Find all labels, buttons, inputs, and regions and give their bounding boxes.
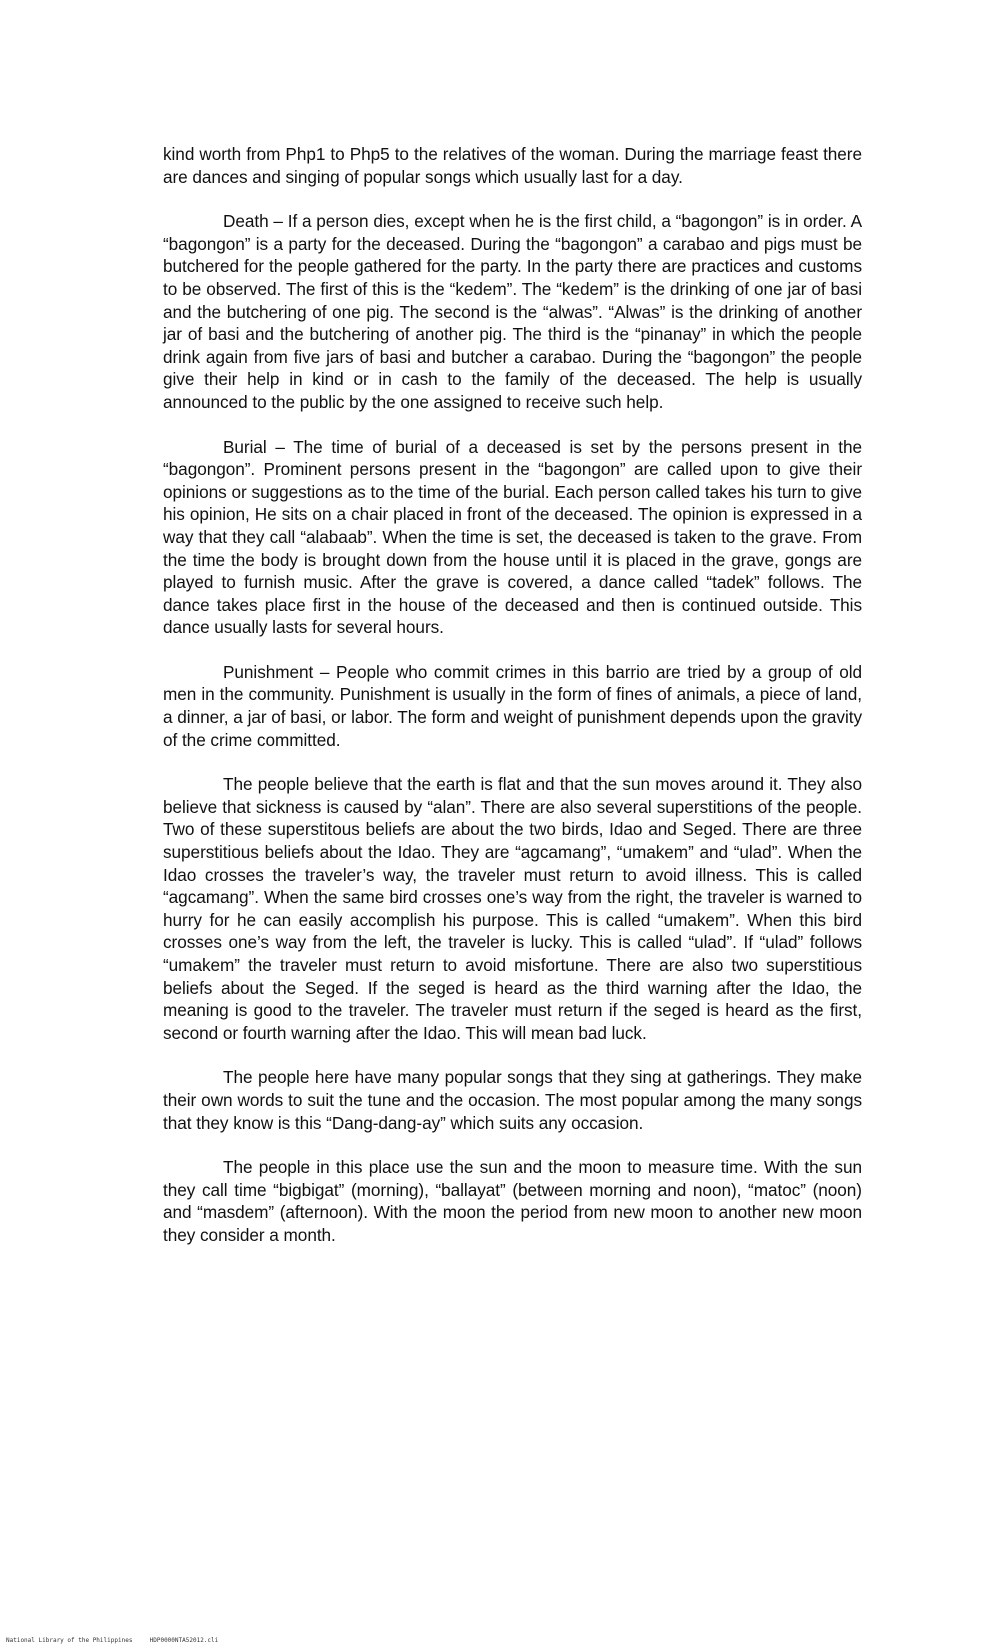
paragraph-popular-songs: The people here have many popular songs that they sing at gatherings. They make their own words to suit the tune and the occasion. The most popular among the many songs that they know is this “Dang-dang-ay” which suits any occasion. — [163, 1067, 862, 1133]
footer-library-name: National Library of the Philippines — [6, 1637, 133, 1644]
paragraph-marriage-feast: kind worth from Php1 to Php5 to the relatives of the woman. During the marriage feast there are dances and singing of popular songs which usually last for a day. — [163, 144, 862, 187]
document-body — [163, 143, 862, 1269]
paragraph-beliefs-superstitions: The people believe that the earth is flat and that the sun moves around it. They also believe that sickness is caused by “alan”. There are also several superstitions of the people. Two of these superstitous beliefs are about the two birds, Idao and Seged. There are three superstitious beliefs about the Idao. They are “agcamang”, “umakem” and “ulad”. When the Idao crosses the traveler’s way, the traveler must return to avoid illness. This is called “agcamang”. When the same bird crosses one’s way from the right, the traveler is warned to hurry for he can easily accomplish his purpose. This is called “umakem”. When this bird crosses one’s way from the left, the traveler is lucky. This is called “ulad”. If “ulad” follows “umakem” the traveler must return to avoid misfortune. There are also two superstitious beliefs about the Seged. If the seged is heard as the third warning after the Idao, the meaning is good to the traveler. The traveler must return if the seged is heard as the first, second or fourth warning after the Idao. This will mean bad luck. — [163, 774, 862, 1043]
page-footer — [6, 1637, 306, 1644]
paragraph-death: Death – If a person dies, except when he is the first child, a “bagongon” is in order. A “bagongon” is a party for the deceased. During the “bagongon” a carabao and pigs must be butchered for the people gathered for the party. In the party there are practices and customs to be observed. The first of this is the “kedem”. The “kedem” is the drinking of one jar of basi and the butchering of one pig. The second is the “alwas”. “Alwas” is the drinking of another jar of basi and the butchering of another pig. The third is the “pinanay” in which the people drink again from five jars of basi and butcher a carabao. During the “bagongon” the people give their help in kind or in cash to the family of the deceased. The help is usually announced to the public by the one assigned to receive such help. — [163, 211, 862, 412]
paragraph-punishment: Punishment – People who commit crimes in this barrio are tried by a group of old men in the community. Punishment is usually in the form of fines of animals, a piece of land, a dinner, a jar of basi, or labor. The form and weight of punishment depends upon the gravity of the crime committed. — [163, 661, 862, 750]
paragraph-measuring-time: The people in this place use the sun and the moon to measure time. With the sun they call time “bigbigat” (morning), “ballayat” (between morning and noon), “matoc” (noon) and “masdem” (afternoon). With the moon the period from new moon to another new moon they consider a month. — [163, 1157, 862, 1245]
footer-document-id: HDP0000NTA52012.cli — [149, 1637, 219, 1644]
paragraph-burial: Burial – The time of burial of a deceased is set by the persons present in the “bagongon”. Prominent persons present in the “bagongon” are called upon to give their opinions or suggestions as to the time of the burial. Each person called takes his turn to give his opinion, He sits on a chair placed in front of the deceased. The opinion is expressed in a way that they call “alabaab”. When the time is set, the deceased is taken to the grave. From the time the body is brought down from the house until it is placed in the grave, gongs are played to furnish music. After the grave is covered, a dance called “tadek” follows. The dance takes place first in the house of the deceased and then is continued outside. This dance usually lasts for several hours. — [163, 436, 862, 638]
